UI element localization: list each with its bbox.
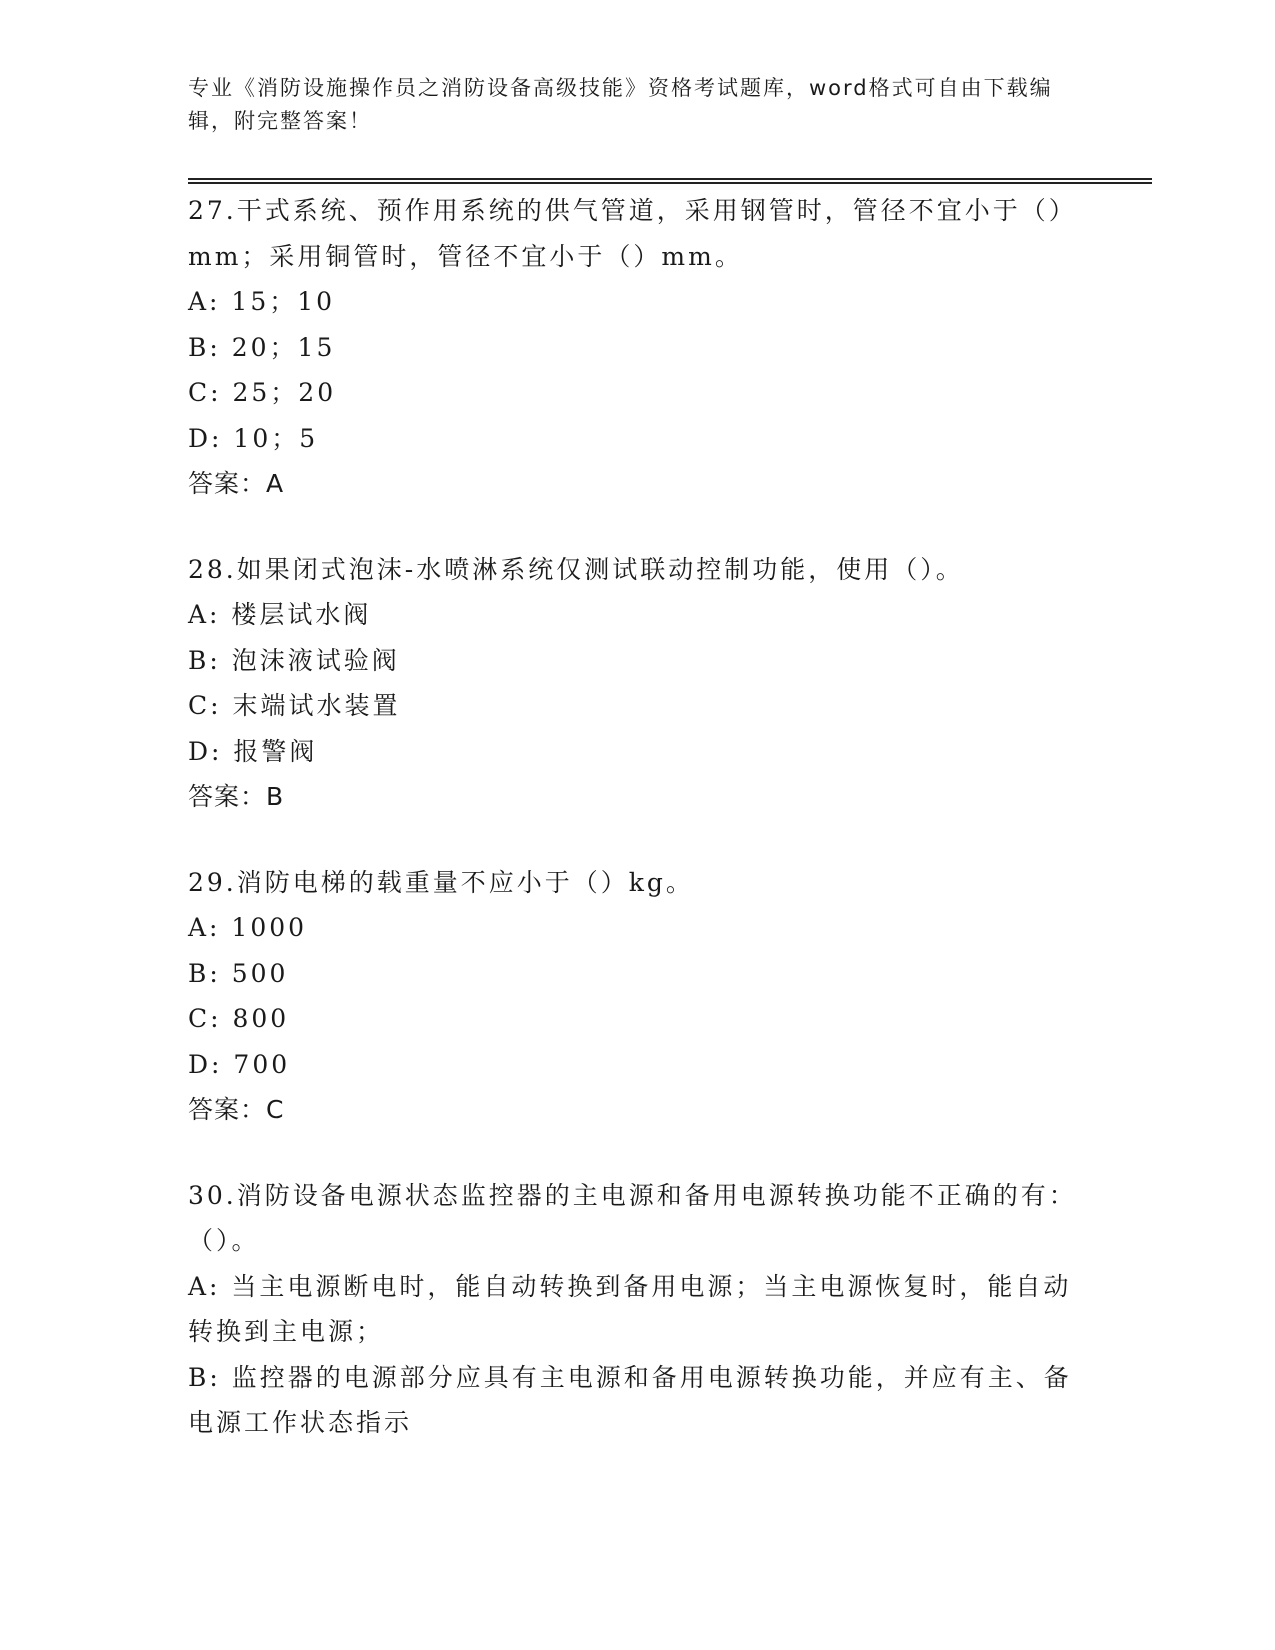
document-header: 专业《消防设施操作员之消防设备高级技能》资格考试题库，word格式可自由下载编辑，附完整答案！ xyxy=(188,76,1053,133)
option-c: C: 800 xyxy=(188,1004,290,1033)
question-30 xyxy=(188,1173,1088,1446)
option-c: C: 25；20 xyxy=(188,378,337,407)
option-b: B: 500 xyxy=(188,958,289,988)
question-29 xyxy=(188,860,1088,1133)
option-b: B: 泡沫液试验阀 xyxy=(188,645,400,675)
question-28 xyxy=(188,547,1088,820)
option-b: B: 监控器的电源部分应具有主电源和备用电源转换功能，并应有主、备电源工作状态指示 xyxy=(188,1362,1072,1437)
option-a: A: 当主电源断电时，能自动转换到备用电源；当主电源恢复时，能自动转换到主电源； xyxy=(188,1271,1072,1346)
option-a: A: 15；10 xyxy=(188,287,336,316)
option-a: A: 楼层试水阀 xyxy=(188,600,372,629)
question-text: 28.如果闭式泡沫-水喷淋系统仅测试联动控制功能，使用（）。 xyxy=(188,554,964,584)
option-d: D: 报警阀 xyxy=(188,736,318,766)
question-text: 27.干式系统、预作用系统的供气管道，采用钢管时，管径不宜小于（）mm；采用铜管时，管径不宜小于（）mm。 xyxy=(188,196,1077,271)
question-text: 29.消防电梯的载重量不应小于（）kg。 xyxy=(188,867,694,897)
option-d: D: 700 xyxy=(188,1049,291,1079)
answer-line: 答案：C xyxy=(188,1095,285,1124)
option-a: A: 1000 xyxy=(188,913,308,942)
question-text: 30.消防设备电源状态监控器的主电源和备用电源转换功能不正确的有：（）。 xyxy=(188,1180,1077,1255)
question-list xyxy=(188,188,1088,1486)
answer-line: 答案：B xyxy=(188,782,285,811)
question-27 xyxy=(188,188,1088,507)
option-c: C: 末端试水装置 xyxy=(188,691,401,720)
answer-line: 答案：A xyxy=(188,469,285,498)
option-b: B: 20；15 xyxy=(188,332,336,362)
header-divider xyxy=(188,178,1152,184)
option-d: D: 10；5 xyxy=(188,423,319,453)
